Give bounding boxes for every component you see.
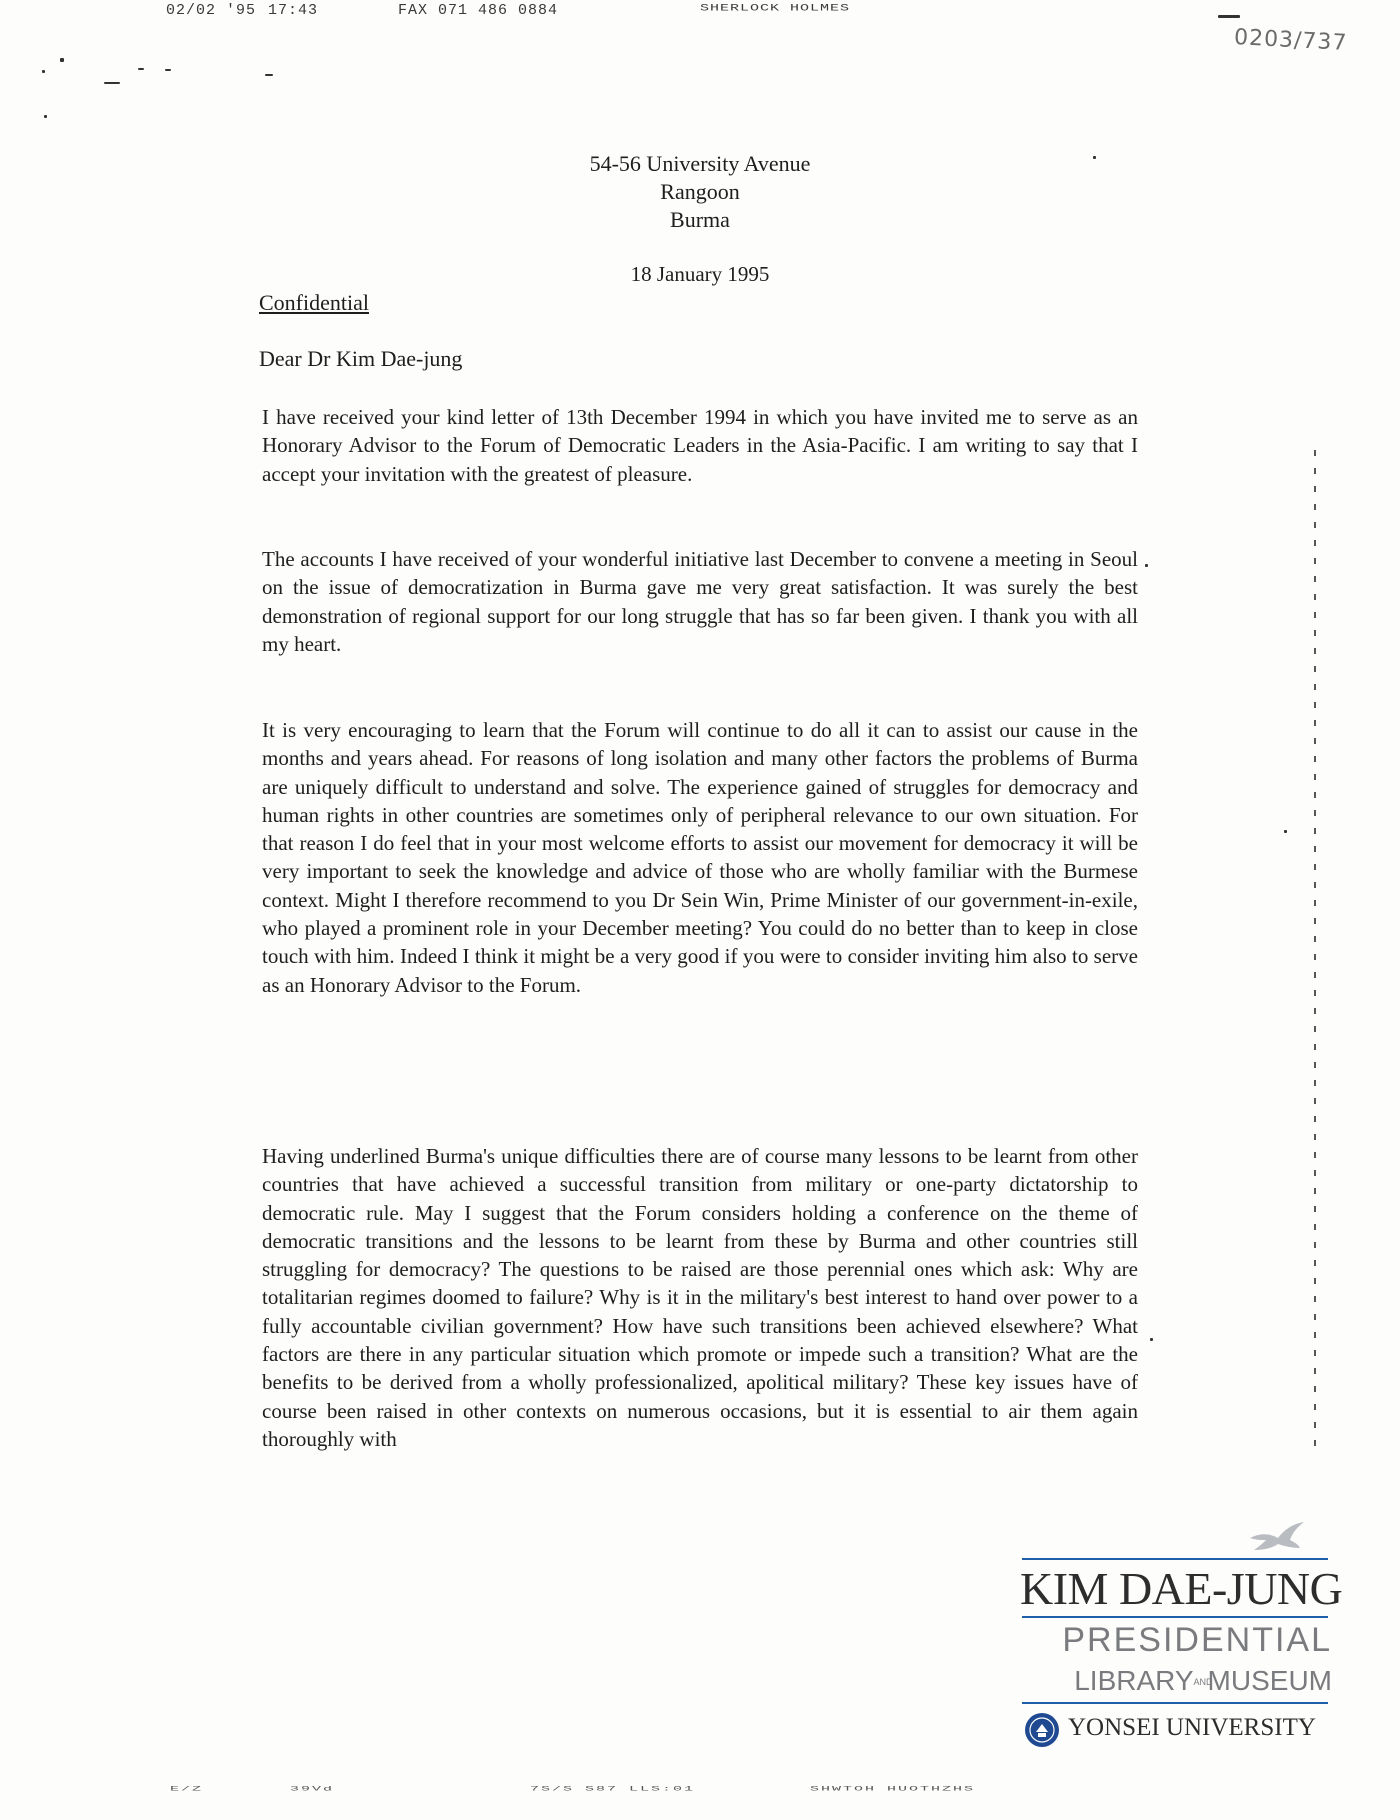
logo-library-museum	[1020, 1664, 1332, 1698]
logo-bottom-rule	[1022, 1702, 1328, 1704]
fax-time: 17:43	[268, 2, 319, 19]
logo-library: LIBRARY	[1074, 1665, 1194, 1696]
address-line-city: Rangoon	[660, 179, 740, 204]
salutation: Dear Dr Kim Dae-jung	[259, 346, 463, 371]
logo-top-rule	[1022, 1558, 1328, 1560]
archive-stamp-number: 0203/737	[1233, 25, 1348, 56]
logo-mid-rule	[1022, 1616, 1328, 1618]
presidential-library-logo	[1010, 1520, 1343, 1790]
scan-edge-line	[1314, 450, 1316, 1450]
fax-number: FAX 071 486 0884	[398, 2, 559, 19]
fax-footer-mid2: 7S/S S87 LLS:01	[530, 1785, 696, 1793]
confidential-label: Confidential	[259, 290, 369, 315]
fax-sender: SHERLOCK HOLMES	[700, 2, 851, 14]
dove-icon	[1248, 1520, 1308, 1556]
university-line	[1016, 1712, 1332, 1748]
logo-title	[1020, 1563, 1343, 1614]
logo-presidential: PRESIDENTIAL	[1062, 1621, 1332, 1659]
fax-footer-left: E/Z	[170, 1785, 204, 1793]
paragraph-4: Having underlined Burma's unique difficulties there are of course many lessons to be learnt from other countries that have achieved a successful transition from military or one-party dictatorship to democratic rule. May I suggest that the Forum considers holding a conference on the theme of democratic transitions and the lessons to be learnt from these by Burma and other countries still struggling for democracy? The questions to be raised are those perennial ones which ask: Why are totalitarian regimes doomed to failure? Why is it in the military's best interest to hand over power to a fully accountable civilian government? How have such transitions been achieved elsewhere? What factors are there in any particular situation which promote or impede such a transition? What are the benefits to be derived from a wholly professionalized, apolitical military? These key issues have of course been raised in other contexts on numerous occasions, but it is essential to air them again thoroughly with	[262, 1144, 1138, 1451]
logo-title-text: KIM DAE-JUNG	[1020, 1563, 1343, 1614]
fax-date: 02/02 '95	[166, 2, 257, 19]
fax-footer-right: SHWTOH HUOTHZHS	[810, 1785, 976, 1793]
paragraph-1: I have received your kind letter of 13th December 1994 in which you have invited me to serve as an Honorary Advisor to the Forum of Democratic Leaders in the Asia-Pacific. I am writing to say that I accept your invitation with the greatest of pleasure.	[262, 405, 1138, 486]
paragraph-2: The accounts I have received of your wonderful initiative last December to convene a meeting in Seoul on the issue of democratization in Burma gave me very great satisfaction. It was surely the best demonstration of regional support for our long struggle that has so far been given. I thank you with all my heart.	[262, 547, 1138, 656]
address-line-country: Burma	[670, 207, 730, 232]
fax-footer-mid1: 39Vd	[290, 1785, 335, 1793]
logo-and: AND	[1193, 1677, 1213, 1688]
logo-museum: MUSEUM	[1207, 1665, 1332, 1696]
address-line-street: 54-56 University Avenue	[589, 151, 811, 176]
paragraph-3: It is very encouraging to learn that the Forum will continue to do all it can to assist our cause in the months and years ahead. For reasons of long isolation and many other factors the problems of Burma are uniquely difficult to understand and solve. The experience gained of struggles for democracy and human rights in other countries are sometimes only of peripheral relevance to our own situation. For that reason I do feel that in your most welcome efforts to assist our movement for democracy it will be very important to seek the knowledge and advice of those who are wholly familiar with the Burmese context. Might I therefore recommend to you Dr Sein Win, Prime Minister of our government-in-exile, who played a prominent role in your December meeting? You could do no better than to keep in close touch with him. Indeed I think it might be a very good if you were to consider inviting him also to serve as an Honorary Advisor to the Forum.	[262, 718, 1138, 997]
letter-date: 18 January 1995	[630, 262, 770, 286]
university-name: YONSEI UNIVERSITY	[1068, 1714, 1316, 1741]
yonsei-emblem-icon	[1024, 1712, 1060, 1748]
sender-address	[500, 150, 900, 234]
